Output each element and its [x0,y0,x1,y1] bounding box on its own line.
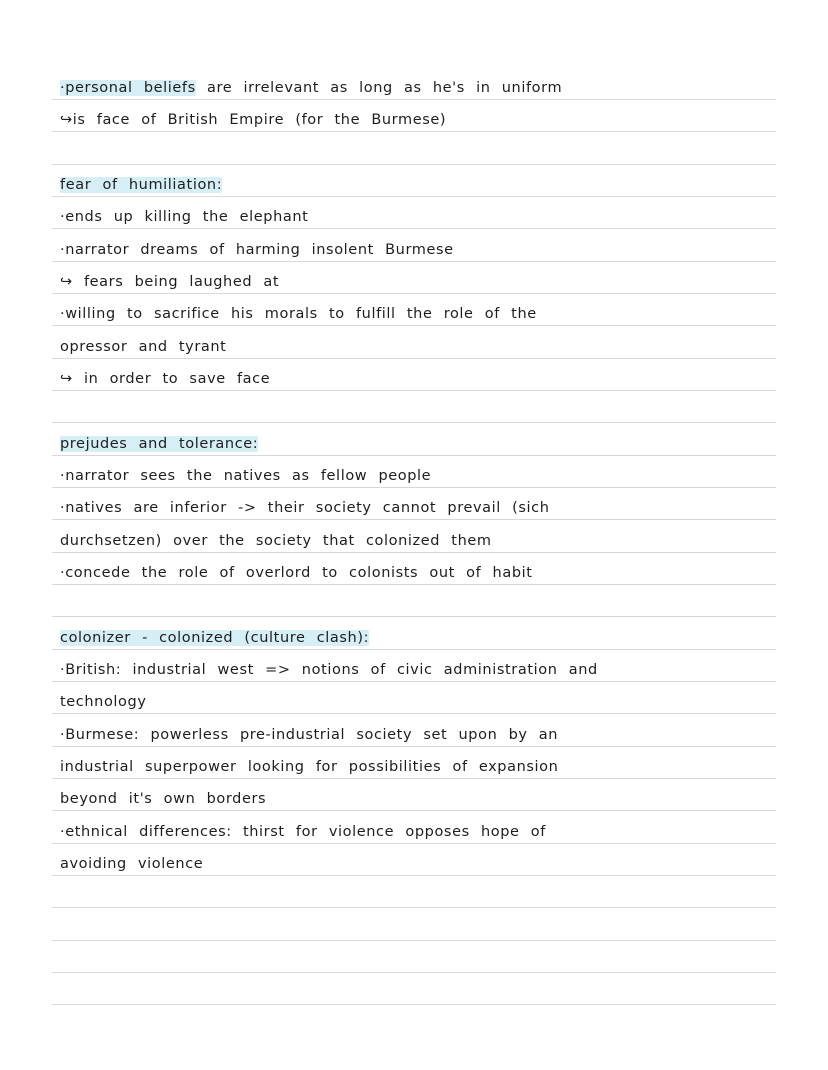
note-text: avoiding violence [60,856,204,872]
note-text: ↪is face of British Empire (for the Burmese) [60,112,447,128]
note-text: ↪ fears being laughed at [60,274,280,290]
note-line [60,755,776,779]
note-line [60,561,776,585]
ruled-line [52,616,776,617]
note-text: ·natives are inferior -> their society cannot prevail (sich [60,500,550,516]
section-heading [60,626,776,650]
note-text: ↪ in order to save face [60,371,271,387]
note-line [60,367,776,391]
note-text: ·narrator dreams of harming insolent Burmese [60,242,454,258]
ruled-line [52,972,776,973]
note-text: opressor and tyrant [60,339,227,355]
note-line [60,820,776,844]
section-heading [60,432,776,456]
note-text: ·ethnical differences: thirst for violence opposes hope of [60,824,546,840]
note-text: industrial superpower looking for possibilities of expansion [60,759,559,775]
highlighted-heading: colonizer - colonized (culture clash): [60,630,370,646]
note-line [60,302,776,326]
note-line [60,787,776,811]
note-text: durchsetzen) over the society that colonized them [60,533,492,549]
note-line [60,335,776,359]
ruled-line [52,1004,776,1005]
note-line [60,270,776,294]
highlighted-heading: fear of humiliation: [60,177,223,193]
note-line [60,76,776,100]
ruled-line [52,907,776,908]
section-heading [60,173,776,197]
note-line [60,205,776,229]
note-line [60,690,776,714]
highlighted-phrase: ·personal beliefs [60,80,196,96]
note-text: ·ends up killing the elephant [60,209,309,225]
ruled-line [52,940,776,941]
note-line [60,108,776,132]
note-text: technology [60,694,147,710]
note-line [60,496,776,520]
note-text: ·British: industrial west => notions of civic administration and [60,662,598,678]
note-line [60,238,776,262]
note-line [60,658,776,682]
note-line [60,723,776,747]
ruled-line [52,422,776,423]
note-line [60,464,776,488]
highlighted-heading: prejudes and tolerance: [60,436,259,452]
note-text: ·Burmese: powerless pre-industrial society set upon by an [60,727,559,743]
note-text: beyond it's own borders [60,791,267,807]
ruled-line [52,164,776,165]
note-text: ·willing to sacrifice his morals to fulfill the role of the [60,306,537,322]
note-text: ·narrator sees the natives as fellow people [60,468,432,484]
note-text: ·concede the role of overlord to colonists out of habit [60,565,533,581]
note-line [60,529,776,553]
note-line [60,852,776,876]
note-text: are irrelevant as long as he's in uniform [195,80,563,96]
